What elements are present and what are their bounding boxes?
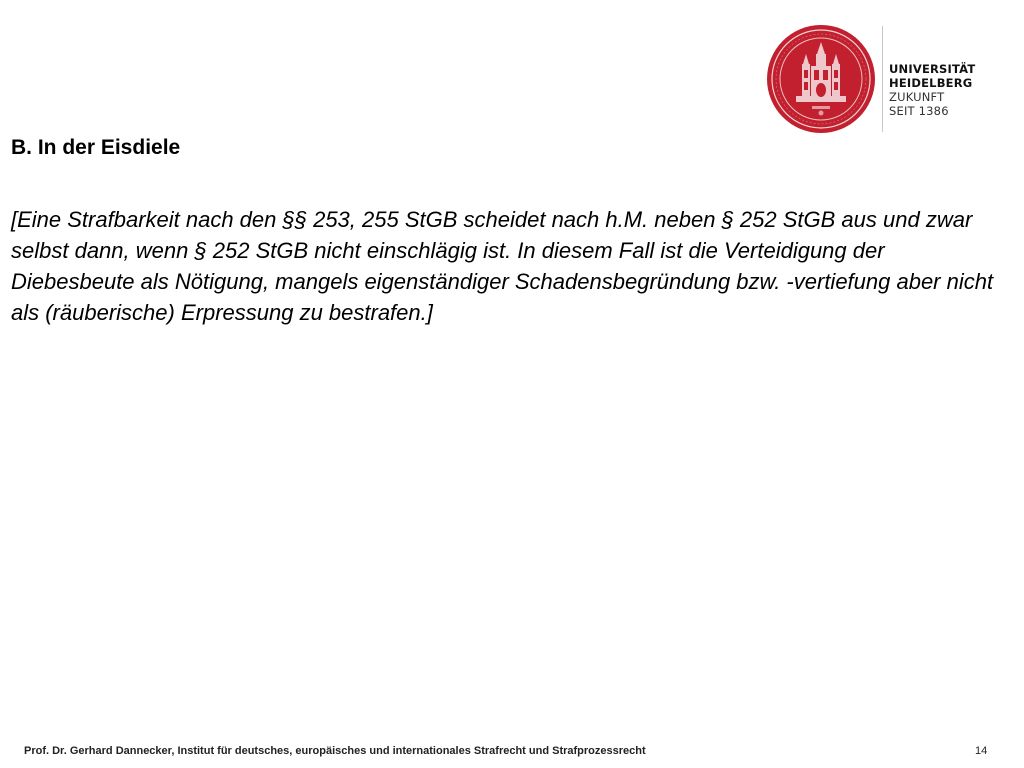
footer-author-institute: Prof. Dr. Gerhard Dannecker, Institut für deutsches, europäisches und internationales Strafrecht und Strafprozessrecht	[24, 745, 646, 757]
logo-line-seit: SEIT 1386	[889, 104, 949, 118]
logo-wordmark	[889, 62, 975, 118]
body-paragraph: [Eine Strafbarkeit nach den §§ 253, 255 StGB scheidet nach h.M. neben § 252 StGB aus und zwar selbst dann, wenn § 252 StGB nicht einschlägig ist. In diesem Fall ist die Verteidigung der Diebesbeute als Nötigung, mangels eigenständiger Schadensbegründung bzw. -vertiefung aber nicht als (räuberische) Erpressung zu bestrafen.]	[11, 207, 994, 325]
logo-line-zukunft: ZUKUNFT	[889, 90, 945, 104]
logo-line-universitaet: UNIVERSITÄT	[889, 62, 976, 76]
logo-divider	[882, 26, 883, 132]
logo-line-heidelberg: HEIDELBERG	[889, 76, 973, 90]
university-seal-icon	[766, 24, 876, 134]
university-logo	[766, 24, 986, 136]
page-number: 14	[975, 745, 988, 757]
section-heading: B. In der Eisdiele	[11, 136, 181, 159]
